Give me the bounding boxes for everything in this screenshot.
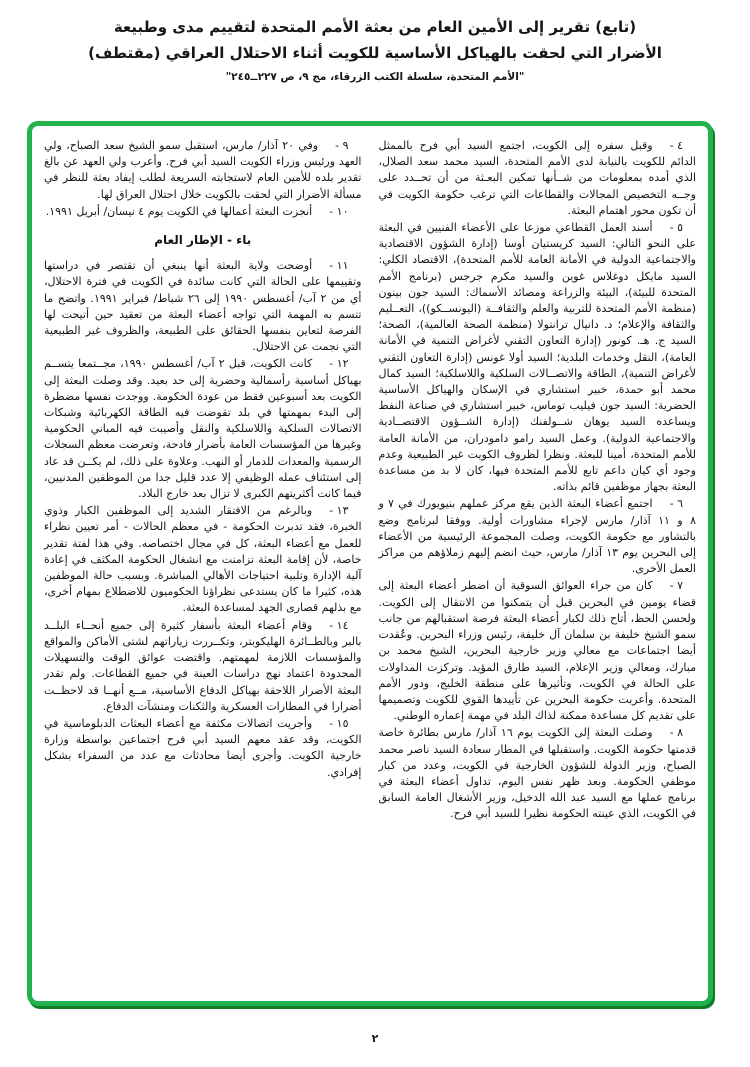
paragraph-14 [44,618,362,715]
paragraph-number: ٥ - [669,221,683,235]
paragraph-number: ٨ - [669,726,683,740]
paragraph-13 [44,503,362,616]
right-column [379,138,697,995]
paragraph-10 [44,204,362,220]
paragraph-number: ١٤ - [329,618,349,632]
paragraph-text: أسند العمل القطاعي موزعا على الأعضاء الفنيين في البعثة على النحو التالي: السيد كريستيان أوسا (إدارة الشؤون الاقتصادية والاجتماعية الدولية في الأمانة العامة للأمم المتحدة)، الاقتصاد الكلي: السيد مايكل دوغلاس غوين والسيد مكرم جرجس (برنامج الأمم المتحدة للبيئة)، البيئة والزراعة ومصائد الأسماك: السيد جون بينون (منظمة الأمم المتحدة للتربية والعلم والثقافــة (اليونســكو))، التعــليم والثقافة والإعلام؛ د. دانيال ترانتولا (منظمة الصحة العالمية)، الصحة؛ السيد ج. هـ. كونور (إدارة التعاون التقني لأغراض التنمية في الأمانة العامة)، النقل وخدمات البلدية؛ السيد أولا غونس (إدارة التعاون التقني لأغراض التنمية)، الطاقة والاتصــالات السلكية واللاسلكية؛ السيد كمال محمد أبو حمدة، خبير استشاري في الإسكان والهياكل الأساسية الحضرية: السيد جون فيليب توماس، خبير استشاري في صناعة النفط ويساعده السيد يوهان شــولفنك (إدارة الشــؤون الاقتصــادية والاجتماعية الدولية). وعمل السيد رامو دامودران، من الأمانة العامة للأمم المتحدة، أمينا للبعثة. ونظرا لظروف الكويت غير الطبيعية وعدم وجود أي كيان داعم تابع للأمم المتحدة فيها، كان لا بد من مساعدة البعثة بجهاز موظفين قائم بذاته. [378,221,696,494]
source-citation-line: "الأمم المتحدة، سلسلة الكتب الزرقاء، مج ٩، ص ٢٢٧ــ٢٤٥" [225,71,525,83]
paragraph-text: أنجزت البعثة أعمالها في الكويت يوم ٤ نيسان/ أبريل ١٩٩١. [45,204,313,218]
paragraph-15 [44,716,362,781]
paragraph-text: كان من جراء العوائق السوقية أن اضطر أعضاء البعثة إلى قضاء يومين في البحرين قبل أن يتمكنوا من الانتقال إلى الكويت. ولحسن الحظ، أتاح ذلك لكبار أعضاء البعثة فرصة استقبالهم من جانب سمو الشيخ خليفة بن سلمان آل خليفة، رئيس وزراء البحرين. وعُقدت أيضا اجتماعات مع معالي وزير خارجية البحرين، الشيخ محمد بن مبارك، ومعالي وزير الإعلام، السيد طارق المؤيد. وتركزت المداولات على الحالة في الكويت، وتأثيرها على منطقة الخليج، ودور الأمم المتحدة. وأعربت حكومة البحرين عن تأييدها القوي للكويت وتصميمها على تقديم كل مساعدة ممكنة لذاك البلد في مهمة إعماره الوطني. [378,579,696,723]
report-title-line-1: (تابع) تقرير إلى الأمين العام من بعثة الأمم المتحدة لتقييم مدى وطبيعة [113,18,637,36]
paragraph-text: وقبل سفره إلى الكويت، اجتمع السيد أبي فرح بالممثل الدائم للكويت بالنيابة لدى الأمم المتحدة، السيد محمد سعد الصلال، الذي أمده بمعلومات من شــأنها تمكين البعـثة من أن تحــدد على وجــه التخصيص المجالات والقطاعات التي ترغب حكومة الكويت في أن تكون محور اهتمام البعثة. [378,139,696,217]
paragraph-9 [44,138,362,203]
section-heading: باء - الإطار العام [154,233,252,248]
paragraph-4 [379,138,697,219]
report-title-line-2: الأضرار التي لحقت بالهياكل الأساسية للكويت أثناء الاحتلال العراقي (مقتطف) [88,44,662,62]
paragraph-text: وأجريت اتصالات مكثفة مع أعضاء البعثات الدبلوماسية في الكويت، وقد عقد معهم السيد أبي فرح اجتماعين بواسطة وزارة خارجية الكويت. وأجرى أيضا محادثات مع عدد من السفراء بشكل إفرادي. [44,716,362,779]
paragraph-number: ١٢ - [329,357,349,371]
paragraph-12 [44,356,362,502]
paragraph-8 [379,725,697,822]
page-header [0,0,750,88]
left-column [44,138,362,995]
paragraph-number: ٤ - [669,139,683,152]
paragraph-text: كانت الكويت، قبل ٢ آب/ أغسطس ١٩٩٠، مجــتمعا يتســم بهياكل أساسية رأسمالية وحضرية إلى حد بعيد. وقد وصلت البعثة إلى الكويت بعد أسبوعين فقط من عودة الحكومة. ووجدت نفسها مضطرة إلى البدء بمهمتها في بلد تقوضت فيه الطاقة الكهربائية وشبكات الاتصالات السلكية واللاسلكية والنقل وأصيبت فيه المباني الحكومية وغيرها من المؤسسات العامة بأضرار فادحة، وتعرضت معظم السجلات الرسمية والمعدات للدمار أو النهب. وعلاوة على ذلك، لم يكــن قد عاد إلى استئناف عمله الوظيفي إلا عدد قليل جدا من الموظفين المدنيين، فيما كانت أكثريتهم الكبرى لا تزال بعد خارج البلاد. [43,357,362,501]
paragraph-number: ١١ - [329,259,349,273]
paragraph-7 [379,578,697,724]
paragraph-number: ٩ - [335,139,349,152]
page-number: ٢ [371,1032,379,1045]
paragraph-text: أوضحت ولاية البعثة أنها ينبغي أن تقتصر في دراستها وتقييمها على الحالة التي كانت سائدة في الكويت في فترة الاحتلال، أي من ٢ آب/ أغسطس ١٩٩٠ إلى ٢٦ شباط/ فبراير ١٩٩١. واتضح ما تتسم به المهمة التي تواجه أعضاء البعثة من تعقيد حين أتيحت لها الفرصة لتعاين بنفسها الحقائق على الطبيعة، والظروف غير الطبيعية التي نجمت عن الاحتلال. [44,259,362,354]
paragraph-number: ٦ - [669,497,683,511]
paragraph-6 [379,496,697,577]
paragraph-text: وصلت البعثة إلى الكويت يوم ١٦ آذار/ مارس بطائرة خاصة قدمتها حكومة الكويت. واستقبلها في المطار سعادة السيد ناصر محمد الصباح، وزير الدولة للشؤون الخارجية في الكويت، وعدد من كبار موظفي الحكومة. وبعد ظهر نفس اليوم، تداول أعضاء البعثة في برنامج عملها مع السيد عبد الله الدخيل، وزير الأشغال العامة السابق في الكويت، الذي عينته الحكومة نظيرا للسيد أبي فرح. [378,726,696,821]
content-border-frame [27,121,713,1006]
paragraph-text: وقام أعضاء البعثة بأسفار كثيرة إلى جميع أنحــاء البلــد بالبر وبالطــائرة الهليكوبتر، وتكــررت زياراتهم لشتى الأماكن والمواقع والمؤسسات اللازمة لمهمتهم. واقتضت عوائق الوقت والتسهيلات المحدودة اعتماد نهج دراسات العينة في جميع القطاعات. ولم تقدر البعثة الأضرار اللاحقة بهياكل الدفاع الأساسية، مــع أنهــا قد لاحظــت أضرارا في المطارات العسكرية والثكنات ومنشآت الدفاع. [44,618,362,713]
paragraph-5 [379,220,697,495]
paragraph-11 [44,258,362,355]
paragraph-number: ١٣ - [329,504,349,518]
paragraph-text: اجتمع أعضاء البعثة الذين يقع مركز عملهم بنيويورك في ٧ و ٨ و ١١ آذار/ مارس لإجراء مشاورات أولية. ووفقا لبرنامج وضع بالتشاور مع حكومة الكويت، وصلت المجموعة الرئيسية من الأعضاء إلى البحرين يوم ١٣ آذار/ مارس، حيث انضم إليهم زملاؤهم من مراكز العمل الأخرى. [378,497,697,576]
paragraph-number: ١٠ - [329,204,349,218]
two-column-layout [32,126,708,1001]
paragraph-number: ١٥ - [329,716,349,730]
paragraph-number: ٧ - [669,579,683,593]
paragraph-text: وبالرغم من الافتقار الشديد إلى الموظفين الكبار وذوي الخبرة، فقد تدبرت الحكومة - في معظم الحالات - أمر تعيين نظراء للعمل مع أعضاء البعثة، كل في مجال اختصاصه. وفي هذا لفتة تقدير خاصة، لأن إقامة البعثة تزامنت مع انشغال الحكومة المكثف في إعادة آلية الإدارة وتلبية احتياجات الأهالي المباشرة. وبسبب حالة الموظفين هذه، كثيرا ما كان يستدعى نظراؤنا الحكوميون للاضطلاع بمهام أخرى، مع بذلهم قصارى الجهد لمساعدة البعثة. [44,504,362,615]
paragraph-text: وفي ٢٠ آذار/ مارس، استقبل سمو الشيخ سعد الصباح، ولي العهد ورئيس وزراء الكويت السيد أبي فرح. وأعرب ولي العهد عن بالغ تقدير بلده للأمين العام لاستجابته السريعة لطلب إيفاد بعثة للنظر في مسألة الأضرار التي لحقت بالكويت خلال احتلال العراق لها. [44,139,362,201]
